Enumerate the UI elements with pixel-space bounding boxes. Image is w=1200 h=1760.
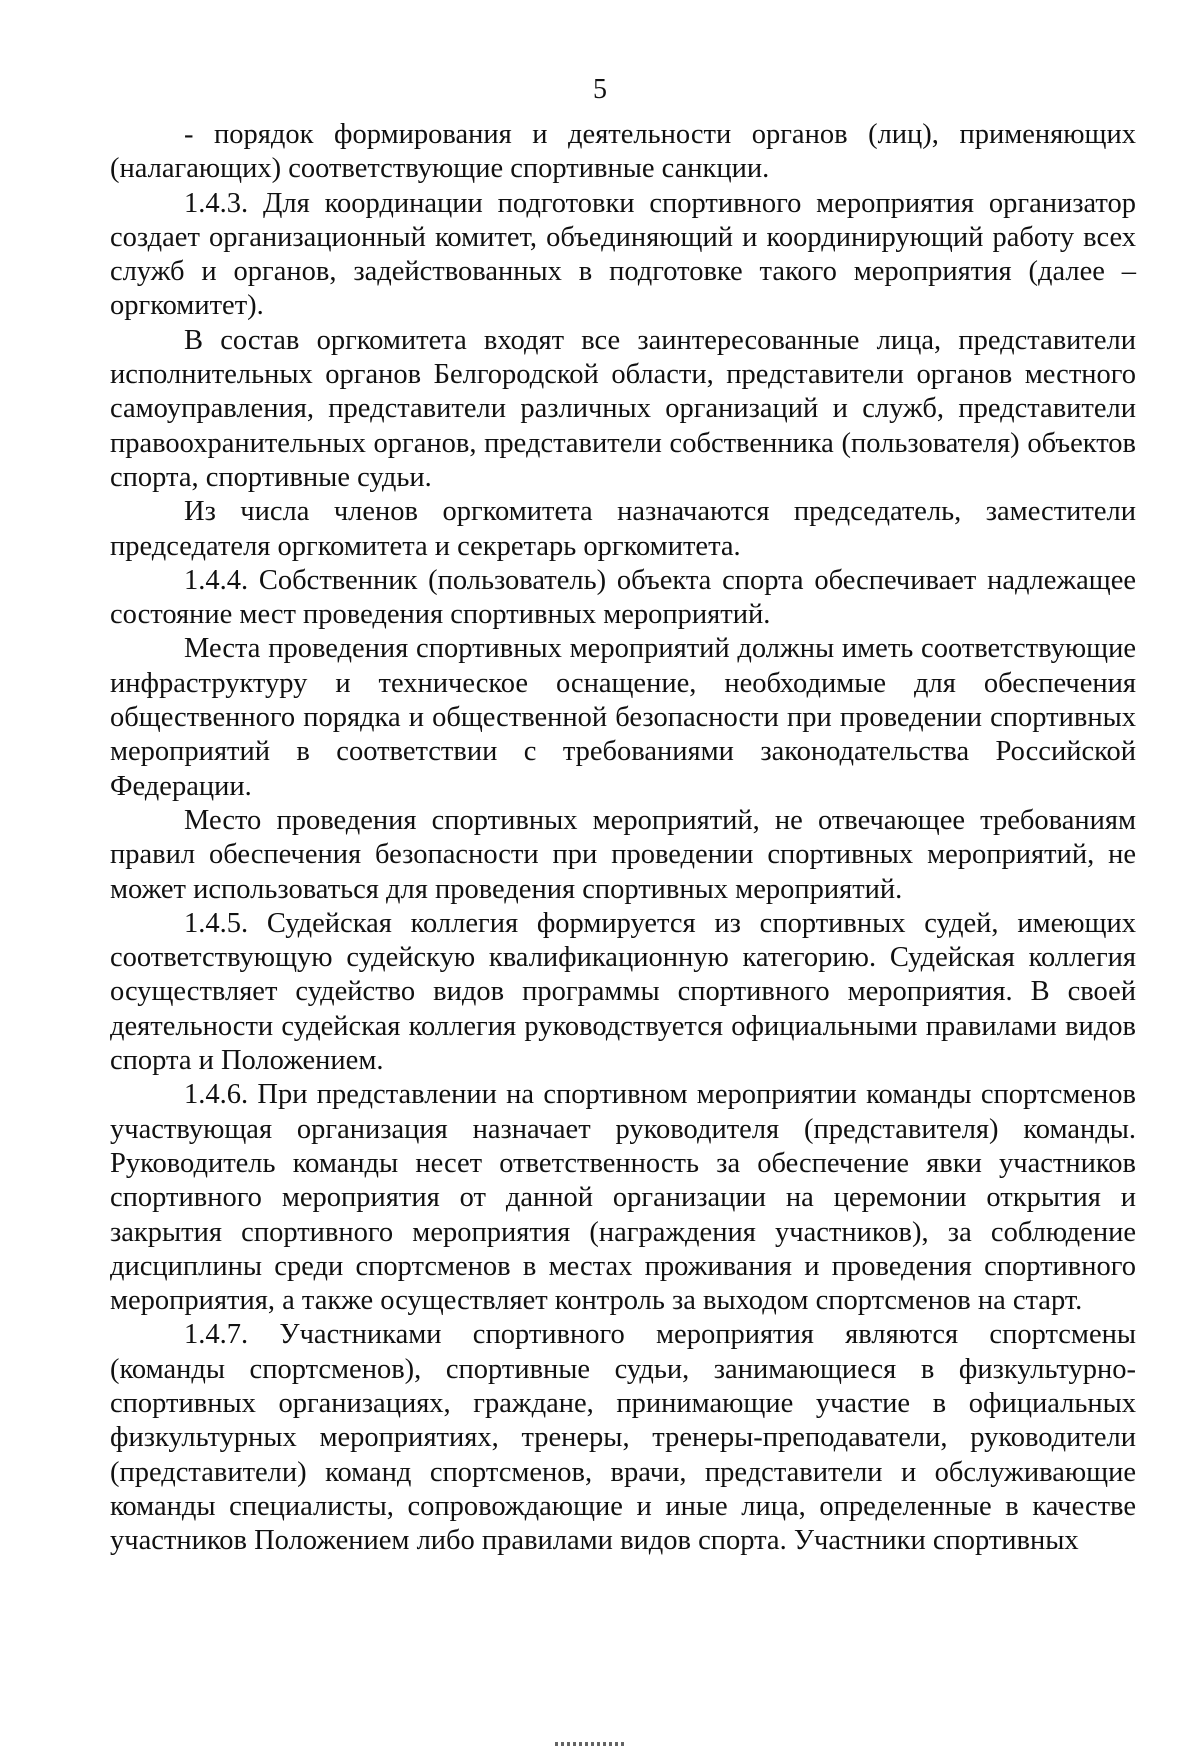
paragraph-venue-requirements: Места проведения спортивных мероприятий должны иметь соответствующие инфраструктуру и техническое оснащение, необходимые для обеспечения общественного порядка и общественной безопасности при проведении спортивных мероприятий в соответствии с требованиями законодательства Российской Федерации. (110, 633, 1136, 802)
scan-artifact (555, 1742, 625, 1746)
paragraph-venue-restriction: Место проведения спортивных мероприятий, не отвечающее требованиям правил обеспечения безопасности при проведении спортивных мероприятий, не может использоваться для проведения спортивных мероприятий. (110, 804, 1136, 905)
document-body (110, 118, 1136, 1558)
paragraph-1-4-4: 1.4.4. Собственник (пользователь) объекта спорта обеспечивает надлежащее состояние мест проведения спортивных мероприятий. (110, 564, 1136, 631)
paragraph-1-4-5: 1.4.5. Судейская коллегия формируется из спортивных судей, имеющих соответствующую судейскую квалификационную категорию. Судейская коллегия осуществляет судейство видов программы спортивного мероприятия. В своей деятельности судейская коллегия руководствуется официальными правилами видов спорта и Положением. (110, 907, 1136, 1077)
paragraph-1-4-3: 1.4.3. Для координации подготовки спортивного мероприятия организатор создает организационный комитет, объединяющий и координирующий работу всех служб и органов, задействованных в подготовке такого мероприятия (далее – оргкомитет). (110, 187, 1136, 322)
paragraph-1-4-6: 1.4.6. При представлении на спортивном мероприятии команды спортсменов участвующая организация назначает руководителя (представителя) команды. Руководитель команды несет ответственность за обеспечение явки участников спортивного мероприятия от данной организации на церемонии открытия и закрытия спортивного мероприятия (награждения участников), за соблюдение дисциплины среди спортсменов в местах проживания и проведения спортивного мероприятия, а также осуществляет контроль за выходом спортсменов на старт. (110, 1079, 1136, 1317)
paragraph-sanctions-order: - порядок формирования и деятельности органов (лиц), применяющих (налагающих) соответствующие спортивные санкции. (110, 119, 1136, 185)
paragraph-orgcommittee-composition: В состав оргкомитета входят все заинтересованные лица, представители исполнительных органов Белгородской области, представители органов местного самоуправления, представители различных организаций и служб, представители правоохранительных органов, представители собственника (пользователя) объектов спорта, спортивные судьи. (110, 324, 1136, 493)
paragraph-orgcommittee-officers: Из числа членов оргкомитета назначаются председатель, заместители председателя оргкомитета и секретарь оргкомитета. (110, 496, 1136, 562)
paragraph-1-4-7: 1.4.7. Участниками спортивного мероприятия являются спортсмены (команды спортсменов), спортивные судьи, занимающиеся в физкультурно-спортивных организациях, граждане, принимающие участие в официальных физкультурных мероприятиях, тренеры, тренеры-преподаватели, руководители (представители) команд спортсменов, врачи, представители и обслуживающие команды специалисты, сопровождающие и иные лица, определенные в качестве участников Положением либо правилами видов спорта. Участники спортивных (110, 1319, 1136, 1557)
page-number: 5 (593, 74, 607, 105)
